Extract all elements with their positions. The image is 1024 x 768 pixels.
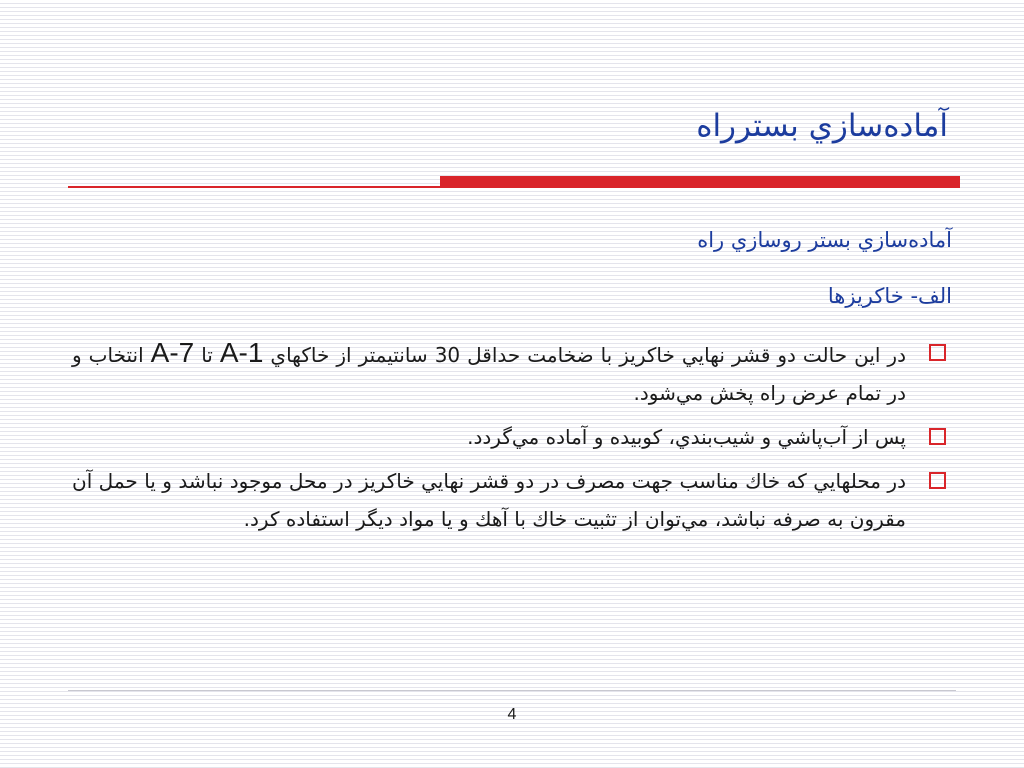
footer-divider: [68, 690, 956, 691]
bullet-text-part-c: انتخاب و در تمام عرض راه پخش مي‌شود.: [72, 343, 906, 405]
title-underline-thick: [440, 176, 960, 188]
soil-class-code-end: A-7: [150, 337, 195, 368]
slide-title: آماده‌سازي بستر‌راه: [696, 108, 948, 144]
bullet-item-soil-layers: [72, 334, 952, 412]
subheading-embankments: الف- خاكريزها: [827, 284, 952, 308]
title-underline-thin: [68, 186, 440, 188]
bullet-text: در محلهايي كه خاك مناسب جهت مصرف در دو قشر نهايي خاكريز در محل موجود نباشد و يا حمل آن مقرون به صرفه نباشد، مي‌توان از تثبيت خاك با آهك و يا مواد ديگر استفاده كرد.: [72, 469, 906, 531]
soil-class-code-start: A-1: [219, 337, 264, 368]
bullet-text: پس از آب‌پاشي و شيب‌بندي، كوبيده و آماده مي‌گردد.: [467, 425, 906, 449]
bullet-list: [72, 334, 952, 538]
hollow-square-bullet-icon: [929, 472, 946, 489]
hollow-square-bullet-icon: [929, 344, 946, 361]
hollow-square-bullet-icon: [929, 428, 946, 445]
page-number: 4: [507, 706, 517, 723]
bullet-item-stabilization: [72, 462, 952, 538]
bullet-item-compaction: [72, 418, 952, 456]
bullet-text-part-a: در اين حالت دو قشر نهايي خاكريز با ضخامت حداقل 30 سانتيمتر از خاكهاي: [263, 343, 906, 367]
slide-body: [72, 222, 952, 544]
subheading-preparation: آماده‌سازي بستر روسازي راه: [697, 228, 952, 252]
bullet-text-part-b: تا: [194, 343, 220, 367]
